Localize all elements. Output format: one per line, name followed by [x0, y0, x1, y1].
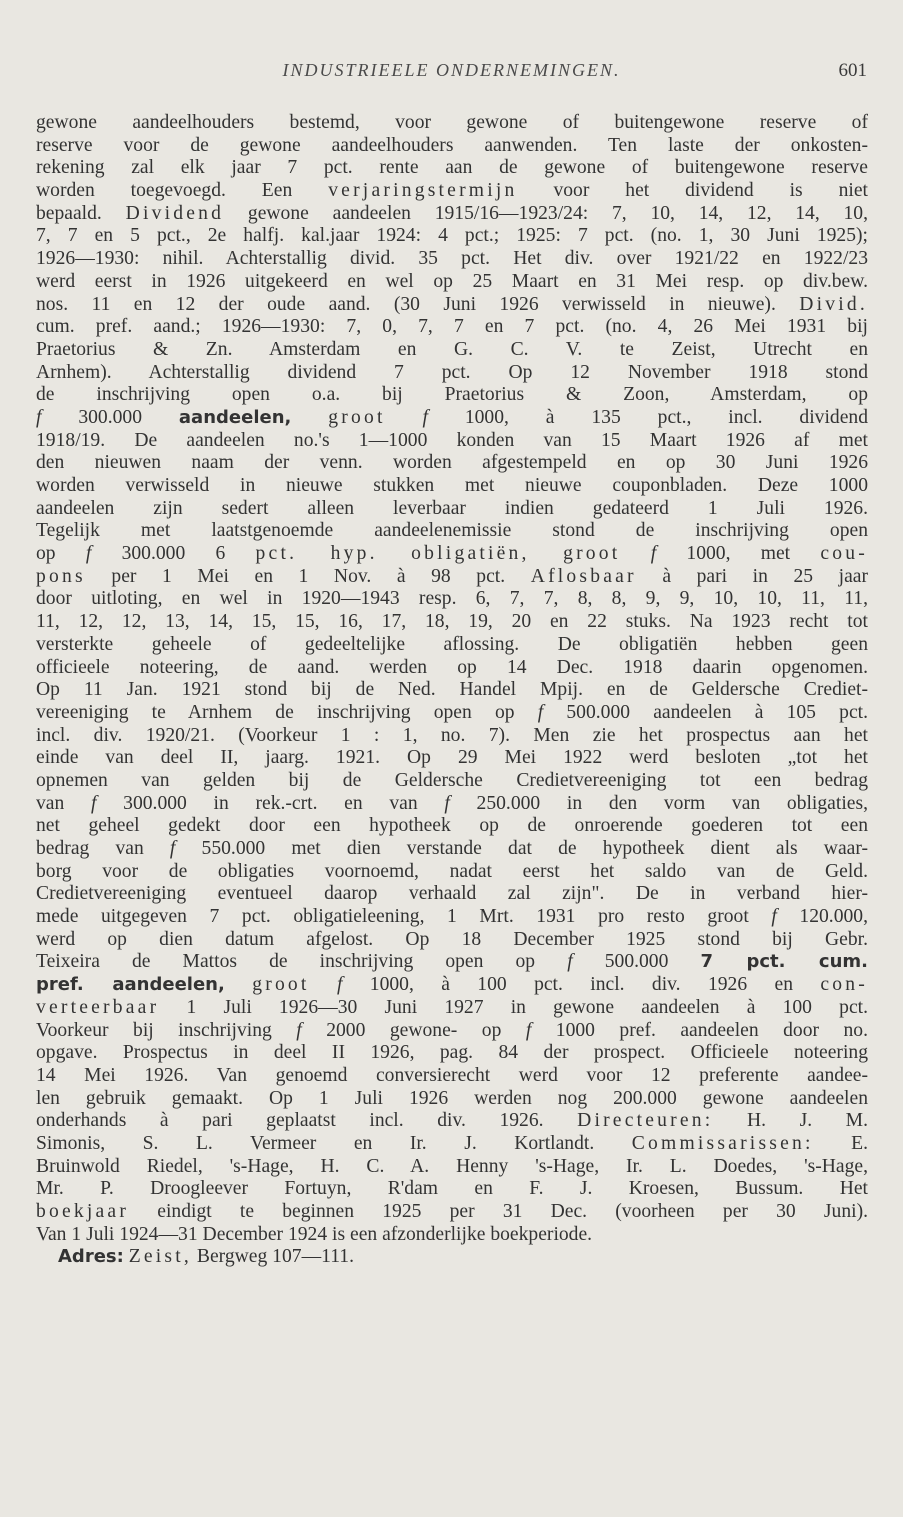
text-segment: incl. div. 1920/21. (Voorkeur 1 : 1, no. 7). Men zie het prospectus aan het [36, 724, 868, 746]
text-segment: à pari in 25 jaar [636, 565, 868, 587]
text-segment: versterkte geheele of gedeeltelijke aflossing. De obligatiën hebben geen [36, 633, 868, 655]
text-segment: 500.000 [572, 951, 701, 973]
text-segment: door uitloting, en wel in 1920—1943 resp. 6, 7, 7, 8, 8, 9, 9, 10, 10, 11, 11, [36, 588, 868, 610]
text-segment [225, 974, 252, 995]
text-line [36, 634, 868, 657]
text-segment: 120.000, [776, 906, 868, 928]
text-segment: aandeelen, [178, 406, 292, 428]
text-segment: einde van deel II, jaarg. 1921. Op 29 Mei 1922 werd besloten „tot het [36, 747, 868, 769]
text-line [36, 384, 868, 407]
text-line [36, 339, 868, 362]
text-segment: 7 pct. cum. [700, 951, 868, 973]
text-segment: H. J. M. [713, 1110, 868, 1132]
text-line [36, 770, 868, 793]
text-segment: vereeniging te Arnhem de inschrijving open op [36, 701, 538, 723]
text-segment [386, 407, 423, 428]
text-segment: 1000 pref. aandeelen door no. [531, 1019, 868, 1041]
text-line [36, 793, 868, 816]
text-segment: Mr. P. Droogleever Fortuyn, R'dam en F. J. Kroesen, Bussum. Het [36, 1178, 868, 1200]
text-line [36, 316, 868, 339]
text-line [36, 203, 868, 226]
text-segment: cou- [820, 543, 868, 565]
text-segment: 1000, met [656, 543, 821, 565]
text-segment: 14 Mei 1926. Van genoemd conversierecht werd voor 12 preferente aandee- [36, 1064, 868, 1086]
text-line [36, 997, 868, 1020]
text-segment: E. [813, 1132, 868, 1154]
text-line [36, 815, 868, 838]
text-segment: gewone aandeelen 1915/16—1923/24: 7, 10, 14, 12, 14, 10, [224, 202, 868, 224]
text-segment: 1918/19. De aandeelen no.'s 1—1000 konden van 15 Maart 1926 af met [36, 429, 868, 451]
text-segment: 1000, à 135 pct., incl. dividend [427, 406, 868, 428]
text-segment: f [650, 543, 657, 565]
text-segment: Dividend [125, 202, 225, 224]
text-segment: bedrag van [36, 838, 170, 859]
text-segment: 300.000 in rek.-crt. en van [96, 792, 445, 814]
text-segment: nos. 11 en 12 der oude aand. (30 Juni 1926 verwisseld in nieuwe). [36, 293, 800, 315]
text-segment: 2000 gewone- op [301, 1019, 526, 1041]
text-line [36, 1065, 868, 1088]
text-segment: f [296, 1019, 302, 1041]
text-line [36, 929, 868, 952]
text-segment: Tegelijk met laatstgenoemde aandeelenemissie stond de inschrijving open [36, 520, 868, 542]
text-segment: Credietvereeniging eventueel daarop verhaald zal zijn". De in verband hier- [36, 883, 868, 905]
text-line [36, 520, 868, 543]
text-segment: 300.000 [41, 406, 179, 428]
text-segment [291, 407, 328, 428]
text-line [36, 271, 868, 294]
text-segment: 7, 7 en 5 pct., 2e halfj. kal.jaar 1924: 4 pct.; 1925: 7 pct. (no. 1, 30 Juni 1925); [36, 225, 868, 247]
text-line [36, 611, 868, 634]
text-line [36, 225, 868, 248]
text-segment: Adres: [58, 1246, 124, 1268]
text-segment: f [85, 543, 92, 565]
text-segment: 300.000 6 [91, 543, 256, 565]
text-segment: pons [36, 565, 86, 587]
text-segment: mede uitgegeven 7 pct. obligatieleening, 1 Mrt. 1931 pro resto groot [36, 906, 772, 928]
text-segment: Praetorius & Zn. Amsterdam en G. C. V. te Zeist, Utrecht en [36, 338, 868, 360]
text-segment: f [91, 792, 97, 814]
text-segment: opgave. Prospectus in deel II 1926, pag. 84 der prospect. Officieele noteering [36, 1042, 868, 1064]
text-segment: f [169, 838, 176, 859]
text-segment: pref. aandeelen, [36, 974, 225, 996]
text-segment: f [36, 406, 42, 428]
text-line [36, 1020, 868, 1043]
text-segment: Commissarissen: [631, 1132, 814, 1154]
text-segment: Divid. [799, 293, 868, 315]
text-line [36, 407, 868, 430]
text-line [36, 180, 868, 203]
text-segment: onderhands à pari geplaatst incl. div. 1926. [36, 1110, 578, 1132]
text-segment: reserve voor de gewone aandeelhouders aanwenden. Ten laste der onkosten- [36, 134, 868, 156]
text-line [36, 1133, 868, 1156]
text-segment: rekening zal elk jaar 7 pct. rente aan de gewone of buitengewone reserve [36, 157, 868, 179]
text-segment: werd op dien datum afgelost. Op 18 December 1925 stond bij Gebr. [36, 928, 868, 950]
text-segment: den nieuwen naam der venn. worden afgestempeld en op 30 Juni 1926 [36, 452, 868, 474]
text-segment: Aflosbaar [530, 565, 637, 587]
running-title: INDUSTRIEELE ONDERNEMINGEN. [282, 60, 621, 80]
text-segment: aandeelen zijn sedert alleen leverbaar indien gedateerd 1 Juli 1926. [36, 497, 868, 519]
text-line [36, 1246, 868, 1269]
text-line [36, 1201, 868, 1224]
text-segment: van [36, 792, 91, 814]
text-segment: con- [820, 974, 868, 996]
text-segment: opnemen van gelden bij de Geldersche Credietvereeniging tot een bedrag [36, 769, 868, 791]
text-segment: len gebruik gemaakt. Op 1 Juli 1926 werden nog 200.000 gewone aandeelen [36, 1087, 868, 1109]
text-line [36, 1224, 868, 1247]
text-segment: voor het dividend is niet [517, 180, 868, 202]
text-segment: 500.000 aandeelen à 105 pct. [543, 701, 868, 723]
text-segment: boekjaar [36, 1201, 130, 1222]
text-line [36, 725, 868, 748]
text-line [36, 135, 868, 158]
text-line [36, 157, 868, 180]
text-line [36, 248, 868, 271]
text-line [36, 588, 868, 611]
text-segment: net geheel gedekt door een hypotheek op de onroerende goederen tot een [36, 815, 868, 837]
text-line [36, 702, 868, 725]
text-segment: gewone aandeelhouders bestemd, voor gewone of buitengewone reserve of [36, 112, 868, 133]
text-segment: verjaringstermijn [328, 180, 518, 202]
text-segment: Zeist, [128, 1246, 192, 1268]
text-line [36, 294, 868, 317]
text-segment: Directeuren: [577, 1110, 714, 1132]
text-segment: groot [252, 974, 310, 996]
text-segment: Bruinwold Riedel, 's-Hage, H. C. A. Henny 's-Hage, Ir. L. Doedes, 's-Hage, [36, 1155, 868, 1177]
text-line [36, 951, 868, 974]
text-line [36, 657, 868, 680]
text-segment: op [36, 543, 86, 565]
text-segment: de inschrijving open o.a. bij Praetorius & Zoon, Amsterdam, op [36, 384, 868, 406]
text-line [36, 1178, 868, 1201]
page-header [0, 60, 903, 88]
text-line [36, 838, 868, 861]
text-line [36, 679, 868, 702]
text-segment: eindigt te beginnen 1925 per 31 Dec. (voorheen per 30 Juni). [129, 1201, 868, 1222]
text-segment: Simonis, S. L. Vermeer en Ir. J. Kortlandt. [36, 1132, 632, 1154]
text-line [36, 1156, 868, 1179]
text-segment: f [771, 906, 777, 928]
text-segment: Teixeira de Mattos de inschrijving open op [36, 951, 568, 973]
text-segment: f [567, 951, 573, 973]
text-segment: f [444, 792, 450, 814]
text-line [36, 112, 868, 135]
text-segment: worden toegevoegd. Een [36, 180, 329, 202]
text-segment: per 1 Mei en 1 Nov. à 98 pct. [85, 565, 531, 587]
text-segment: f [422, 406, 428, 428]
text-line [36, 1088, 868, 1111]
text-line [36, 566, 868, 589]
text-segment: 1000, à 100 pct. incl. div. 1926 en [342, 974, 821, 996]
text-segment: f [537, 701, 544, 723]
text-segment: Van 1 Juli 1924—31 December 1924 is een afzonderlijke boekperiode. [36, 1223, 593, 1245]
text-line [36, 883, 868, 906]
text-segment: f [525, 1019, 532, 1041]
text-segment: officieele noteering, de aand. werden op 14 Dec. 1918 daarin opgenomen. [36, 656, 868, 678]
text-segment: Bergweg 107—111. [192, 1246, 354, 1268]
text-segment: 1926—1930: nihil. Achterstallig divid. 35 pct. Het div. over 1921/22 en 1922/23 [36, 248, 868, 270]
text-line [36, 430, 868, 453]
text-segment: 250.000 in den vorm van obligaties, [449, 792, 868, 814]
text-segment: borg voor de obligaties voornoemd, nadat eerst het saldo van de Geld. [36, 860, 868, 882]
text-line [36, 362, 868, 385]
text-segment: 550.000 met dien verstande dat de hypotheek dient als waar- [175, 838, 868, 859]
text-line [36, 861, 868, 884]
text-segment [310, 974, 337, 995]
text-segment [620, 543, 650, 564]
text-line [36, 543, 868, 566]
text-segment: 1 Juli 1926—30 Juni 1927 in gewone aandeelen à 100 pct. [159, 996, 868, 1018]
text-segment: Arnhem). Achterstallig dividend 7 pct. Op 12 November 1918 stond [36, 361, 868, 383]
text-segment: 11, 12, 12, 13, 14, 15, 15, 16, 17, 18, 19, 20 en 22 stuks. Na 1923 recht tot [36, 611, 868, 633]
text-line [36, 974, 868, 997]
text-segment: werd eerst in 1926 uitgekeerd en wel op 25 Maart en 31 Mei resp. op div.bew. [36, 270, 868, 292]
page-number: 601 [838, 60, 867, 81]
text-segment: bepaald. [36, 202, 126, 224]
text-line [36, 1042, 868, 1065]
body-text [36, 112, 868, 1269]
text-segment: Voorkeur bij inschrijving [36, 1019, 297, 1041]
text-line [36, 452, 868, 475]
text-line [36, 498, 868, 521]
text-segment: groot [328, 406, 386, 428]
text-segment: worden verwisseld in nieuwe stukken met nieuwe couponbladen. Deze 1000 [36, 475, 868, 496]
text-segment: f [336, 974, 343, 996]
text-line [36, 906, 868, 929]
text-line [36, 1110, 868, 1133]
text-line [36, 747, 868, 770]
text-line [36, 475, 868, 498]
text-segment: Op 11 Jan. 1921 stond bij de Ned. Handel Mpij. en de Geldersche Crediet- [36, 679, 868, 701]
text-segment: cum. pref. aand.; 1926—1930: 7, 0, 7, 7 en 7 pct. (no. 4, 26 Mei 1931 bij [36, 316, 868, 338]
text-segment: verteerbaar [36, 996, 160, 1018]
text-segment: pct. hyp. obligatiën, groot [255, 543, 621, 565]
